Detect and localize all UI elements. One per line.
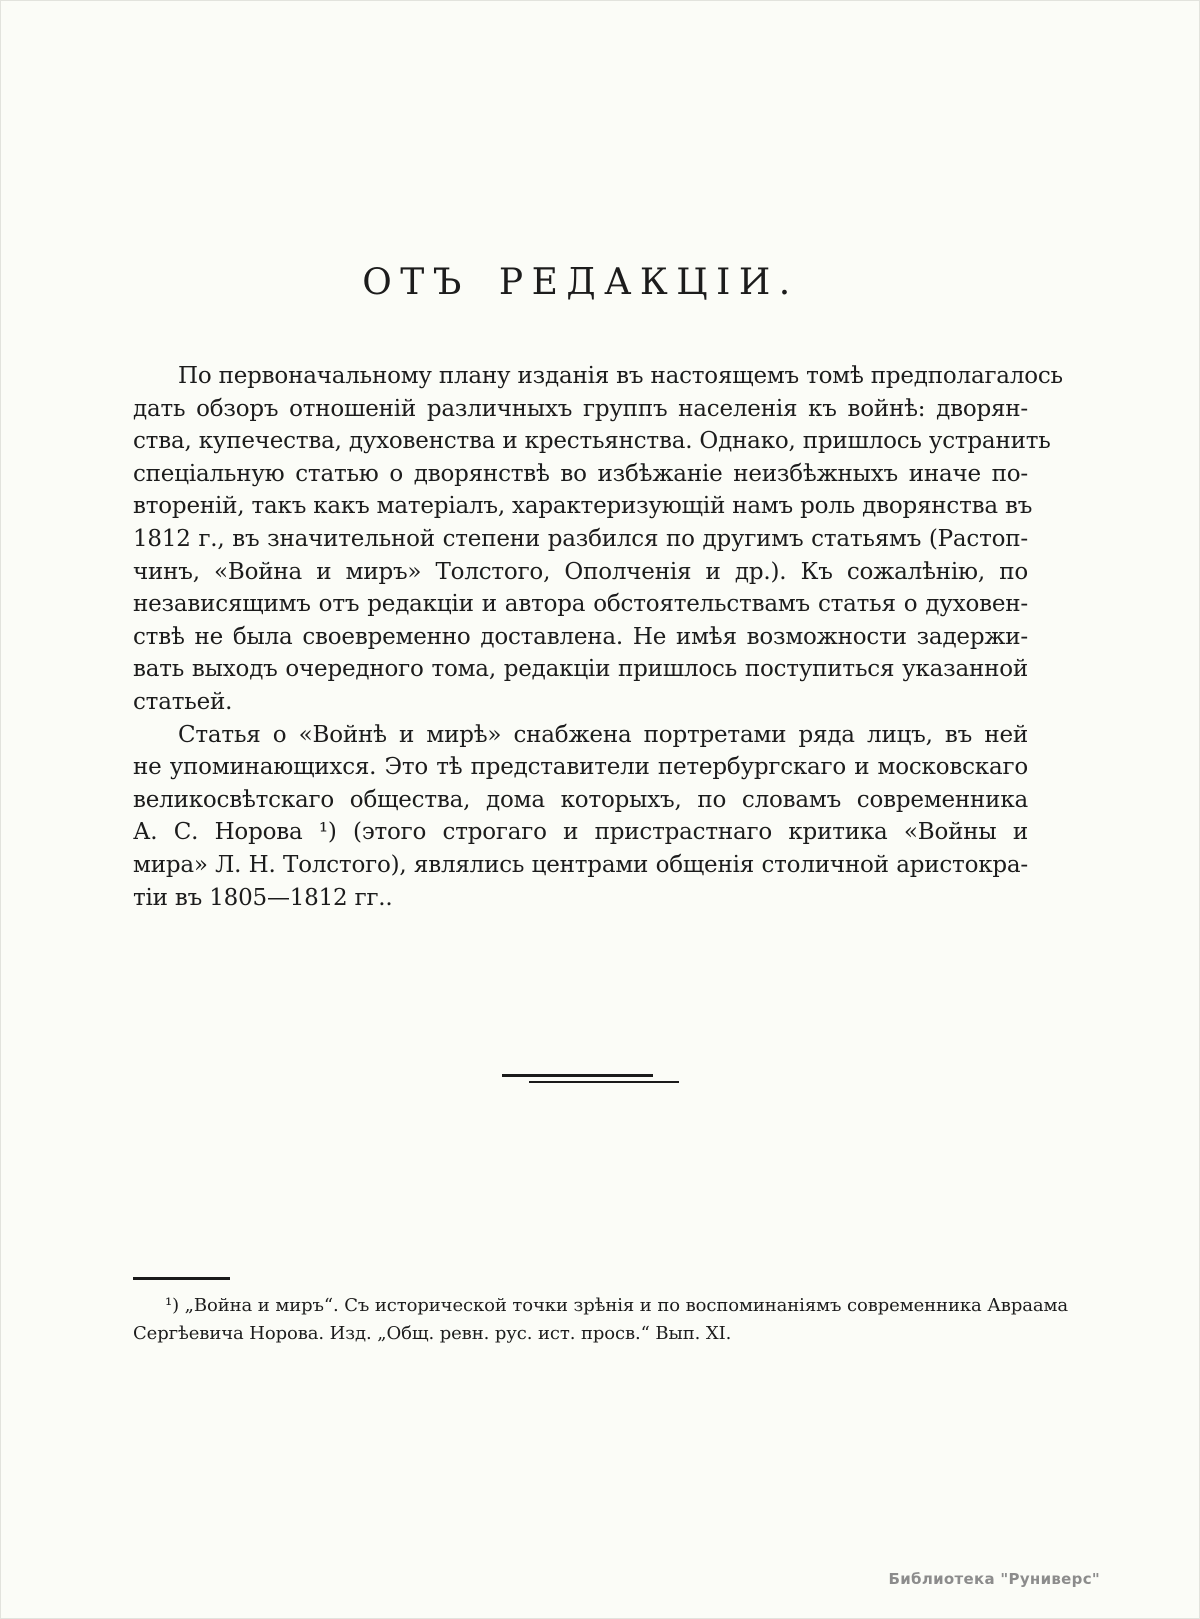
text-line: статьей. <box>133 688 233 715</box>
text-line: вать выходъ очередного тома, редакціи пришлось поступиться указанной <box>133 656 1028 683</box>
text-line: не упоминающихся. Это тѣ представители петербургскаго и московскаго <box>133 754 1028 781</box>
page-title: ОТЪ РЕДАКЦІИ. <box>362 262 799 303</box>
text-line: спеціальную статью о дворянствѣ во избѣжаніе неизбѣжныхъ иначе по- <box>133 460 1028 487</box>
footnote-line: ¹) „Война и миръ“. Съ исторической точки зрѣнія и по воспоминаніямъ современника Авраама <box>165 1295 1069 1316</box>
text-line: мира» Л. Н. Толстого), являлись центрами общенія столичной аристокра- <box>133 851 1028 878</box>
footnote <box>133 1292 1069 1347</box>
text-line: втореній, такъ какъ матеріалъ, характеризующій намъ роль дворянства въ <box>133 493 1033 520</box>
paragraph-2 <box>133 719 1028 915</box>
text-line: ства, купечества, духовенства и крестьянства. Однако, пришлось устранить <box>133 428 1051 455</box>
text-line: дать обзоръ отношеній различныхъ группъ населенія къ войнѣ: дворян- <box>133 395 1028 422</box>
text-line: По первоначальному плану изданія въ настоящемъ томѣ предполагалось <box>178 363 1063 389</box>
text-line: 1812 г., въ значительной степени разбился по другимъ статьямъ (Растоп- <box>133 525 1028 552</box>
text-line: Статья о «Войнѣ и мирѣ» снабжена портретами ряда лицъ, въ ней <box>178 721 1028 748</box>
text-line: независящимъ отъ редакціи и автора обстоятельствамъ статья о духовен- <box>133 591 1028 618</box>
paragraph-1 <box>133 360 1063 719</box>
text-line: А. С. Норова ¹) (этого строгаго и пристрастнаго критика «Войны и <box>133 819 1028 846</box>
footnote-rule <box>133 1277 230 1280</box>
section-divider-line <box>502 1074 653 1077</box>
text-line: тіи въ 1805—1812 гг.. <box>133 884 393 911</box>
body-text <box>133 360 1063 914</box>
footnote-line: Сергѣевича Норова. Изд. „Общ. ревн. рус. ист. просв.“ Вып. XI. <box>133 1322 732 1344</box>
section-divider-line <box>529 1081 679 1083</box>
text-line: чинъ, «Война и миръ» Толстого, Ополченія и др.). Къ сожалѣнію, по <box>133 558 1028 585</box>
text-line: великосвѣтскаго общества, дома которыхъ, по словамъ современника <box>133 786 1028 813</box>
library-watermark: Библиотека "Руниверс" <box>888 1570 1100 1588</box>
text-line: ствѣ не была своевременно доставлена. Не имѣя возможности задержи- <box>133 623 1028 650</box>
